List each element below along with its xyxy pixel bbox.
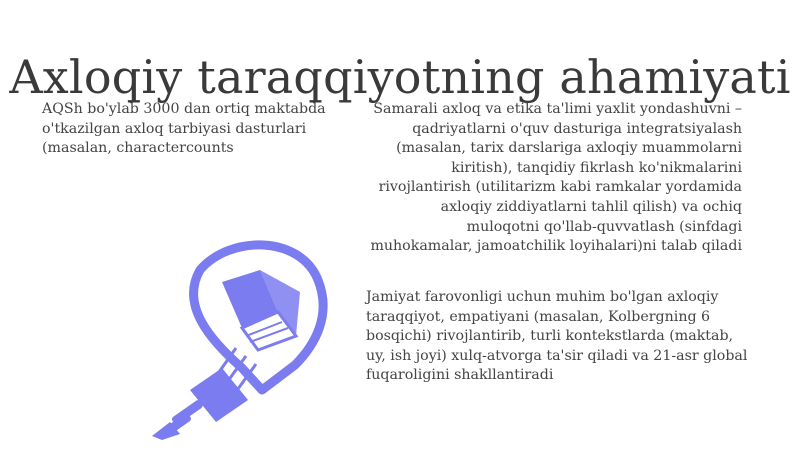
slide-title: Axloqiy taraqqiyotning ahamiyati xyxy=(9,49,791,104)
paragraph-bottom: Jamiyat farovonligi uchun muhim bo'lgan axloqiy taraqqiyot, empatiyani (masalan, Kolbergning 6 bosqichi) rivojlantirib, turli kontekstlarda (maktab, uy, ish joyi) xulq-atvorga ta'sir qiladi va 21-asr global fuqaroligini shakllantiradi xyxy=(366,289,748,384)
book xyxy=(222,270,300,350)
paragraph-left: AQSh bo'ylab 3000 dan ortiq maktabda o'tkazilgan axloq tarbiyasi dasturlari (masalan, charactercounts xyxy=(42,101,326,157)
lightbulb-book-icon xyxy=(150,240,350,440)
bulb-base xyxy=(152,368,248,440)
paragraph-right: Samarali axloq va etika ta'limi yaxlit yondashuvni – qadriyatlarni o'quv dasturiga integratsiyalash (masalan, tarix darslariga axloqiy muammolarni kiritish), tanqidiy fikrlash ko'nikmalarini rivojlantirish (utilitarizm kabi ramkalar yordamida axloqiy ziddiyatlarni tahlil qilish) va ochiq muloqotni qo'llab-quvvatlash (sinfdagi muhokamalar, jamoatchilik loyihalari)ni talab qiladi xyxy=(370,101,742,255)
